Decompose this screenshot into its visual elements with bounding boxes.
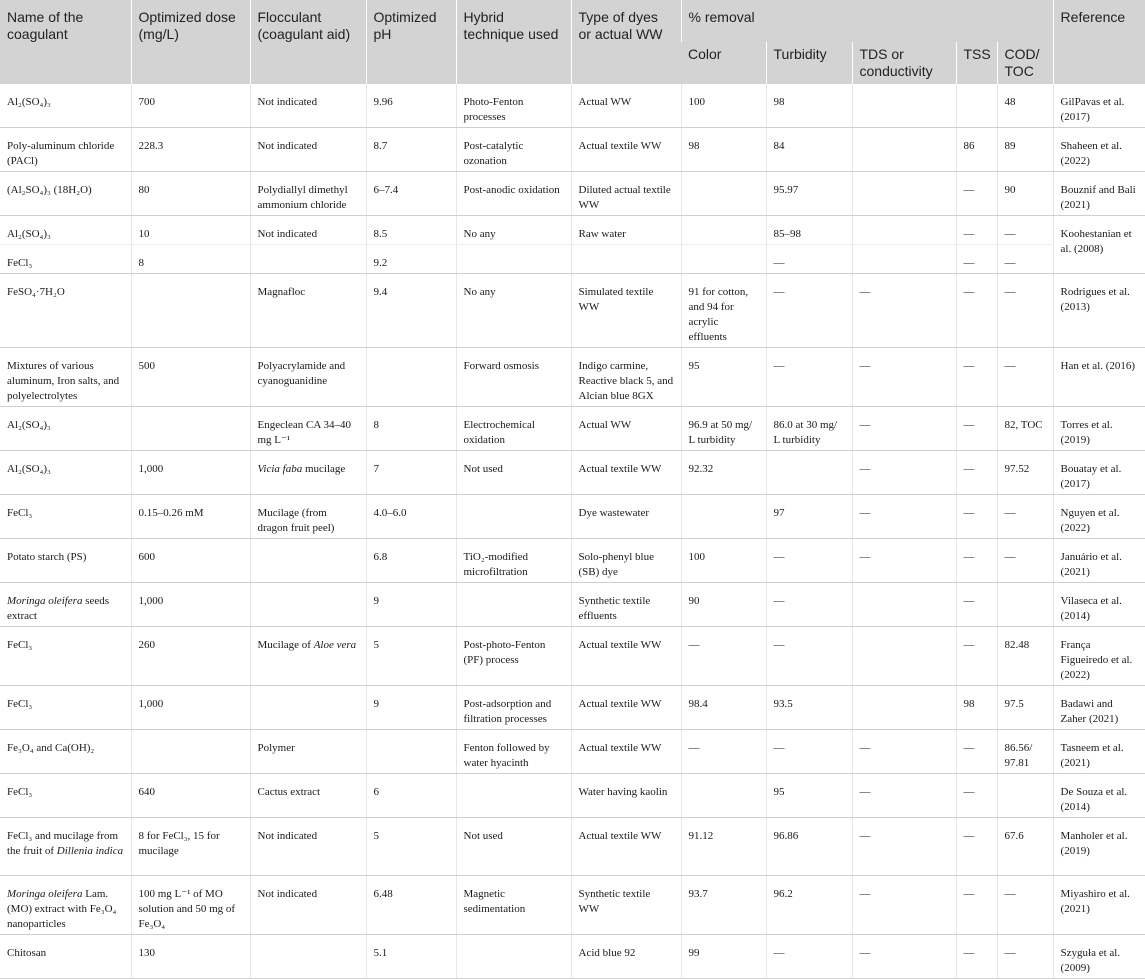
cell-flocculant: Engeclean CA 34–40 mg L⁻¹ (250, 407, 366, 451)
cell-reference: Szyguła et al. (2009) (1053, 935, 1145, 979)
cell-color: 100 (681, 539, 766, 583)
cell-tds: — (852, 818, 956, 876)
cell-hybrid: Not used (456, 818, 571, 876)
cell-ph: 4.0–6.0 (366, 495, 456, 539)
cell-tss: — (956, 348, 997, 407)
cell-cod: 97.5 (997, 686, 1053, 730)
cell-coagulant: Moringa oleifera seeds extract (0, 583, 131, 627)
cell-color (681, 216, 766, 245)
cell-dye-type (571, 245, 681, 274)
cell-dose: 228.3 (131, 128, 250, 172)
cell-dye-type: Actual textile WW (571, 627, 681, 686)
cell-ph: 6.48 (366, 876, 456, 935)
header-dose: Optimized dose (mg/L) (131, 0, 250, 84)
cell-hybrid: Post-anodic oxidation (456, 172, 571, 216)
cell-tds (852, 245, 956, 274)
cell-coagulant: Poly-aluminum chloride (PACl) (0, 128, 131, 172)
cell-cod: 90 (997, 172, 1053, 216)
cell-tds: — (852, 407, 956, 451)
cell-dose (131, 730, 250, 774)
cell-color: 93.7 (681, 876, 766, 935)
cell-coagulant: FeCl₃ (0, 495, 131, 539)
cell-turbidity (766, 451, 852, 495)
cell-reference: Shaheen et al. (2022) (1053, 128, 1145, 172)
cell-coagulant: Al₂(SO₄)₃ (0, 216, 131, 245)
cell-color: 98 (681, 128, 766, 172)
cell-hybrid: No any (456, 216, 571, 245)
cell-turbidity: 85–98 (766, 216, 852, 245)
cell-turbidity: 84 (766, 128, 852, 172)
cell-dye-type: Diluted actual textile WW (571, 172, 681, 216)
cell-cod: — (997, 348, 1053, 407)
cell-ph: 8.7 (366, 128, 456, 172)
cell-cod: — (997, 935, 1053, 979)
cell-dye-type: Solo-phenyl blue (SB) dye (571, 539, 681, 583)
cell-ph: 6–7.4 (366, 172, 456, 216)
cell-reference: Tasneem et al. (2021) (1053, 730, 1145, 774)
cell-tss: — (956, 818, 997, 876)
cell-flocculant: Cactus extract (250, 774, 366, 818)
cell-hybrid: Post-adsorption and filtration processes (456, 686, 571, 730)
table-row (0, 876, 1145, 935)
cell-ph: 5 (366, 627, 456, 686)
cell-dose: 600 (131, 539, 250, 583)
cell-reference: Vilaseca et al. (2014) (1053, 583, 1145, 627)
cell-tss: — (956, 627, 997, 686)
cell-coagulant: Al₂(SO₄)₃ (0, 407, 131, 451)
cell-dose (131, 407, 250, 451)
cell-reference: Bouznif and Bali (2021) (1053, 172, 1145, 216)
cell-turbidity: — (766, 539, 852, 583)
cell-tss: 98 (956, 686, 997, 730)
cell-hybrid: Fenton followed by water hyacinth (456, 730, 571, 774)
cell-dose (131, 274, 250, 348)
cell-color (681, 172, 766, 216)
cell-tds: — (852, 274, 956, 348)
cell-ph: 8.5 (366, 216, 456, 245)
cell-flocculant: Magnafloc (250, 274, 366, 348)
header-tss: TSS (956, 42, 997, 84)
cell-reference: Rodrigues et al. (2013) (1053, 274, 1145, 348)
cell-coagulant: FeCl₃ (0, 774, 131, 818)
table-row (0, 407, 1145, 451)
header-color: Color (681, 42, 766, 84)
cell-hybrid: Forward osmosis (456, 348, 571, 407)
cell-dye-type: Actual textile WW (571, 451, 681, 495)
cell-hybrid: Post-catalytic ozonation (456, 128, 571, 172)
cell-ph: 8 (366, 407, 456, 451)
cell-color: 99 (681, 935, 766, 979)
cell-tss: — (956, 274, 997, 348)
cell-reference: Koohestanian et al. (2008) (1053, 216, 1145, 274)
header-coagulant: Name of the coagulant (0, 0, 131, 84)
table-row (0, 451, 1145, 495)
table-row (0, 686, 1145, 730)
cell-hybrid: TiO₂-modified microfiltration (456, 539, 571, 583)
cell-turbidity: 93.5 (766, 686, 852, 730)
cell-tss: — (956, 876, 997, 935)
header-dye-type: Type of dyes or actual WW (571, 0, 681, 84)
cell-flocculant: Not indicated (250, 216, 366, 245)
cell-reference: Torres et al. (2019) (1053, 407, 1145, 451)
cell-dye-type: Acid blue 92 (571, 935, 681, 979)
cell-ph: 6 (366, 774, 456, 818)
cell-dye-type: Actual textile WW (571, 128, 681, 172)
cell-dose: 8 (131, 245, 250, 274)
cell-ph (366, 730, 456, 774)
table-row (0, 627, 1145, 686)
cell-turbidity: — (766, 583, 852, 627)
cell-dye-type: Actual WW (571, 84, 681, 128)
cell-dose: 1,000 (131, 451, 250, 495)
cell-turbidity: 96.2 (766, 876, 852, 935)
table-row (0, 128, 1145, 172)
cell-hybrid: Photo-Fenton processes (456, 84, 571, 128)
cell-dye-type: Dye wastewater (571, 495, 681, 539)
cell-flocculant (250, 539, 366, 583)
cell-reference: Bouatay et al. (2017) (1053, 451, 1145, 495)
cell-hybrid: Magnetic sedimentation (456, 876, 571, 935)
cell-coagulant: FeCl₃ (0, 245, 131, 274)
cell-flocculant: Polydiallyl dimethyl ammonium chloride (250, 172, 366, 216)
cell-flocculant: Vicia faba mucilage (250, 451, 366, 495)
cell-cod: 82.48 (997, 627, 1053, 686)
cell-cod: 97.52 (997, 451, 1053, 495)
cell-turbidity: 86.0 at 30 mg/ L turbidity (766, 407, 852, 451)
cell-ph (366, 348, 456, 407)
cell-tds: — (852, 935, 956, 979)
cell-turbidity: — (766, 935, 852, 979)
cell-tds: — (852, 348, 956, 407)
table-row (0, 730, 1145, 774)
cell-cod: — (997, 876, 1053, 935)
cell-tss (956, 84, 997, 128)
cell-tds: — (852, 730, 956, 774)
cell-color: 92.32 (681, 451, 766, 495)
cell-reference: Han et al. (2016) (1053, 348, 1145, 407)
cell-hybrid (456, 583, 571, 627)
cell-ph: 5.1 (366, 935, 456, 979)
cell-tds (852, 627, 956, 686)
cell-dose: 80 (131, 172, 250, 216)
cell-cod: 67.6 (997, 818, 1053, 876)
cell-tss: — (956, 539, 997, 583)
cell-hybrid: Post-photo-Fenton (PF) process (456, 627, 571, 686)
cell-cod (997, 774, 1053, 818)
cell-coagulant: Moringa oleifera Lam. (MO) extract with Fe₃O₄ nanoparticles (0, 876, 131, 935)
header-reference: Reference (1053, 0, 1145, 84)
cell-flocculant (250, 583, 366, 627)
cell-dose: 1,000 (131, 583, 250, 627)
cell-tss: — (956, 730, 997, 774)
cell-turbidity: 98 (766, 84, 852, 128)
cell-hybrid (456, 495, 571, 539)
cell-turbidity: — (766, 730, 852, 774)
cell-dye-type: Actual WW (571, 407, 681, 451)
cell-dye-type: Actual textile WW (571, 818, 681, 876)
cell-flocculant: Mucilage of Aloe vera (250, 627, 366, 686)
cell-flocculant: Not indicated (250, 876, 366, 935)
cell-tss: — (956, 172, 997, 216)
cell-cod: — (997, 245, 1053, 274)
cell-reference: Januário et al. (2021) (1053, 539, 1145, 583)
cell-turbidity: 95 (766, 774, 852, 818)
cell-coagulant: Potato starch (PS) (0, 539, 131, 583)
cell-dose: 10 (131, 216, 250, 245)
cell-color: 91.12 (681, 818, 766, 876)
header-tds: TDS or conductivity (852, 42, 956, 84)
cell-dye-type: Actual textile WW (571, 686, 681, 730)
cell-hybrid: No any (456, 274, 571, 348)
cell-reference: GilPavas et al. (2017) (1053, 84, 1145, 128)
cell-coagulant: FeCl₃ (0, 627, 131, 686)
table-row (0, 774, 1145, 818)
cell-tds: — (852, 876, 956, 935)
cell-color (681, 245, 766, 274)
cell-tss: — (956, 495, 997, 539)
cell-flocculant: Not indicated (250, 84, 366, 128)
cell-dose: 100 mg L⁻¹ of MO solution and 50 mg of Fe₃O₄ (131, 876, 250, 935)
cell-tds (852, 172, 956, 216)
cell-tds: — (852, 539, 956, 583)
cell-tds: — (852, 495, 956, 539)
cell-ph: 9.4 (366, 274, 456, 348)
cell-flocculant: Not indicated (250, 818, 366, 876)
cell-dye-type: Synthetic textile effluents (571, 583, 681, 627)
cell-dose: 700 (131, 84, 250, 128)
cell-cod (997, 583, 1053, 627)
cell-reference: Manholer et al. (2019) (1053, 818, 1145, 876)
cell-tss: — (956, 245, 997, 274)
cell-tds: — (852, 451, 956, 495)
cell-dose: 260 (131, 627, 250, 686)
cell-tss: — (956, 451, 997, 495)
cell-coagulant: Al₂(SO₄)₃ (0, 84, 131, 128)
cell-hybrid: Not used (456, 451, 571, 495)
cell-coagulant: FeSO₄·7H₂O (0, 274, 131, 348)
cell-coagulant: Chitosan (0, 935, 131, 979)
cell-flocculant: Not indicated (250, 128, 366, 172)
cell-turbidity: 97 (766, 495, 852, 539)
cell-color: 96.9 at 50 mg/ L turbidity (681, 407, 766, 451)
cell-ph: 6.8 (366, 539, 456, 583)
cell-tds (852, 686, 956, 730)
cell-hybrid (456, 774, 571, 818)
cell-ph: 7 (366, 451, 456, 495)
cell-tss: 86 (956, 128, 997, 172)
table-row (0, 583, 1145, 627)
cell-color: — (681, 627, 766, 686)
cell-color: 95 (681, 348, 766, 407)
header-turbidity: Turbidity (766, 42, 852, 84)
cell-coagulant: FeCl₃ (0, 686, 131, 730)
cell-color (681, 774, 766, 818)
cell-tss: — (956, 935, 997, 979)
cell-cod: — (997, 216, 1053, 245)
table-row (0, 274, 1145, 348)
cell-ph: 9.96 (366, 84, 456, 128)
cell-dye-type: Synthetic textile WW (571, 876, 681, 935)
table-row (0, 539, 1145, 583)
cell-cod: — (997, 495, 1053, 539)
cell-dose: 1,000 (131, 686, 250, 730)
cell-color (681, 495, 766, 539)
header-ph: Optimized pH (366, 0, 456, 84)
table-row (0, 172, 1145, 216)
cell-cod: 82, TOC (997, 407, 1053, 451)
cell-ph: 9.2 (366, 245, 456, 274)
cell-dye-type: Water having kaolin (571, 774, 681, 818)
cell-tds (852, 583, 956, 627)
cell-coagulant: FeCl₃ and mucilage from the fruit of Dillenia indica (0, 818, 131, 876)
cell-flocculant: Mucilage (from dragon fruit peel) (250, 495, 366, 539)
cell-flocculant: Polymer (250, 730, 366, 774)
cell-reference: Miyashiro et al. (2021) (1053, 876, 1145, 935)
cell-dye-type: Indigo carmine, Reactive black 5, and Alcian blue 8GX (571, 348, 681, 407)
cell-cod: 89 (997, 128, 1053, 172)
cell-dose: 8 for FeCl₃, 15 for mucilage (131, 818, 250, 876)
header-removal: % removal (681, 0, 1053, 42)
cell-tss: — (956, 583, 997, 627)
cell-reference: França Figueiredo et al. (2022) (1053, 627, 1145, 686)
cell-reference: Nguyen et al. (2022) (1053, 495, 1145, 539)
cell-reference: De Souza et al. (2014) (1053, 774, 1145, 818)
cell-flocculant (250, 686, 366, 730)
cell-cod: — (997, 274, 1053, 348)
cell-tss: — (956, 407, 997, 451)
cell-ph: 9 (366, 686, 456, 730)
cell-dye-type: Simulated textile WW (571, 274, 681, 348)
table-row (0, 818, 1145, 876)
cell-flocculant: Polyacrylamide and cyanoguanidine (250, 348, 366, 407)
cell-tds (852, 216, 956, 245)
cell-cod: — (997, 539, 1053, 583)
cell-coagulant: Fe₃O₄ and Ca(OH)₂ (0, 730, 131, 774)
cell-tds (852, 128, 956, 172)
cell-turbidity: — (766, 627, 852, 686)
cell-coagulant: (Al₂SO₄)₃ (18H₂O) (0, 172, 131, 216)
table-row (0, 84, 1145, 128)
cell-color: 98.4 (681, 686, 766, 730)
cell-coagulant: Al₂(SO₄)₃ (0, 451, 131, 495)
cell-ph: 9 (366, 583, 456, 627)
cell-dose: 130 (131, 935, 250, 979)
cell-flocculant (250, 245, 366, 274)
cell-hybrid: Electrochemical oxidation (456, 407, 571, 451)
cell-coagulant: Mixtures of various aluminum, Iron salts, and polyelectrolytes (0, 348, 131, 407)
cell-dose: 500 (131, 348, 250, 407)
cell-tss: — (956, 216, 997, 245)
header-hybrid: Hybrid technique used (456, 0, 571, 84)
table-row (0, 495, 1145, 539)
cell-tss: — (956, 774, 997, 818)
cell-dose: 640 (131, 774, 250, 818)
cell-turbidity: 96.86 (766, 818, 852, 876)
cell-turbidity: 95.97 (766, 172, 852, 216)
cell-cod: 48 (997, 84, 1053, 128)
cell-cod: 86.56/ 97.81 (997, 730, 1053, 774)
cell-tds: — (852, 774, 956, 818)
cell-color: — (681, 730, 766, 774)
cell-turbidity: — (766, 348, 852, 407)
cell-dose: 0.15–0.26 mM (131, 495, 250, 539)
cell-turbidity: — (766, 274, 852, 348)
cell-color: 100 (681, 84, 766, 128)
cell-hybrid (456, 245, 571, 274)
header-cod: COD/ TOC (997, 42, 1053, 84)
cell-tds (852, 84, 956, 128)
cell-color: 90 (681, 583, 766, 627)
cell-ph: 5 (366, 818, 456, 876)
cell-dye-type: Actual textile WW (571, 730, 681, 774)
cell-turbidity: — (766, 245, 852, 274)
cell-reference: Badawi and Zaher (2021) (1053, 686, 1145, 730)
table-row (0, 216, 1145, 245)
cell-color: 91 for cotton, and 94 for acrylic effluents (681, 274, 766, 348)
cell-dye-type: Raw water (571, 216, 681, 245)
header-flocculant: Flocculant (coagulant aid) (250, 0, 366, 84)
table-row (0, 348, 1145, 407)
table-row (0, 245, 1145, 274)
